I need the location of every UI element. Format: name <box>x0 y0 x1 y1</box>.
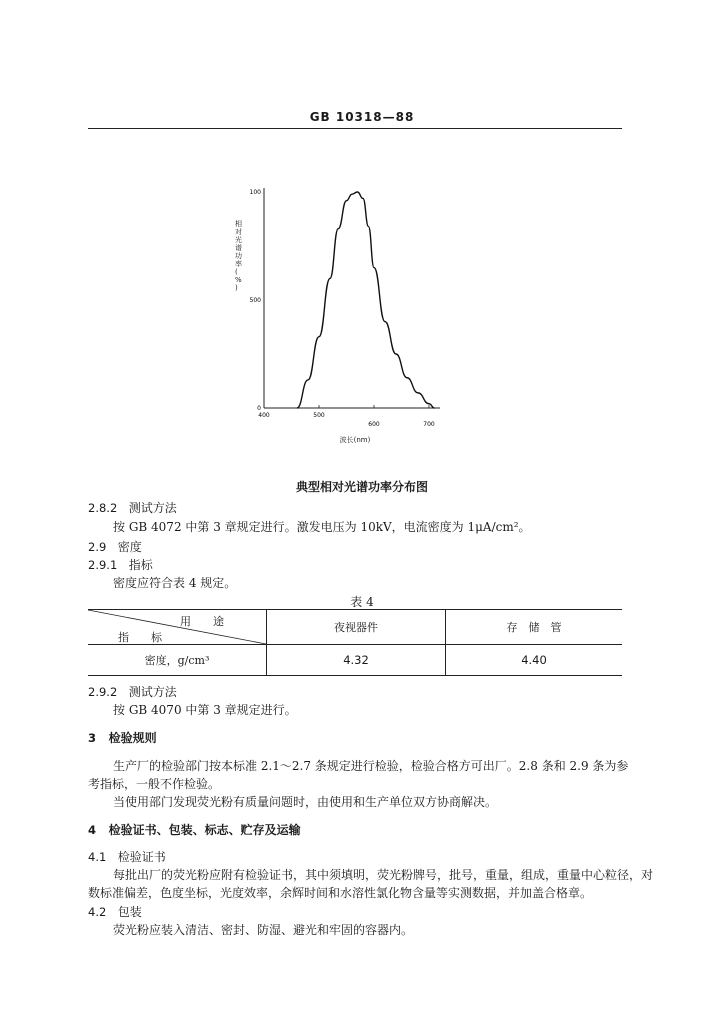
column-header: 夜视器件 <box>267 610 446 645</box>
section-number: 4 <box>88 823 97 837</box>
header-rule <box>88 128 622 129</box>
x-tick-label: 600 <box>368 421 380 428</box>
section-3-paragraph-1: 生产厂的检验部门按本标准 2.1～2.7 条规定进行检验，检验合格方可出厂。2.8 条和 2.9 条为参 <box>113 759 629 773</box>
table-4-title: 表 4 <box>350 595 374 609</box>
section-title: 检验证书、包装、标志、贮存及运输 <box>108 823 301 837</box>
y-tick-label: 0 <box>257 405 261 412</box>
table-header-row <box>88 610 622 645</box>
section-number: 2.8.2 <box>88 501 118 515</box>
section-3-paragraph-1-cont: 考指标，一般不作检验。 <box>88 777 221 791</box>
section-title: 检验规则 <box>108 731 157 745</box>
table-cell: 4.32 <box>267 645 446 676</box>
section-4-2-body: 荧光粉应装入清洁、密封、防湿、避光和牢固的容器内。 <box>113 923 414 937</box>
corner-bottom-label: 指 标 <box>118 631 162 644</box>
section-4-1-paragraph: 每批出厂的荧光粉应附有检验证书，其中须填明，荧光粉牌号，批号，重量，组成，重量中心粒径，对 <box>113 868 654 882</box>
section-number: 4.2 <box>88 905 107 919</box>
corner-diagonal <box>88 610 266 644</box>
table-row <box>88 645 622 676</box>
x-tick-label: 400 <box>258 412 270 419</box>
section-2-9-1-body: 密度应符合表 4 规定。 <box>113 576 237 590</box>
section-2-9-2-body: 按 GB 4070 中第 3 章规定进行。 <box>113 703 297 717</box>
section-4-heading <box>88 821 301 838</box>
table-corner-cell <box>88 610 267 645</box>
section-title: 测试方法 <box>128 685 177 699</box>
section-4-2-heading <box>88 903 142 920</box>
section-number: 4.1 <box>88 850 107 864</box>
section-3-heading <box>88 729 157 746</box>
x-axis-label: 波长(nm) <box>339 436 371 444</box>
section-2-8-2-heading <box>88 499 177 516</box>
section-title: 测试方法 <box>128 501 177 515</box>
section-number: 2.9.1 <box>88 558 118 572</box>
section-title: 指标 <box>128 558 153 572</box>
row-label: 密度，g/cm³ <box>88 645 267 676</box>
column-header: 存 储 管 <box>446 610 623 645</box>
y-tick-label: 100 <box>249 189 261 196</box>
y-tick-label: 500 <box>249 297 261 304</box>
table-cell: 4.40 <box>446 645 623 676</box>
section-title: 检验证书 <box>117 850 166 864</box>
table-4 <box>88 609 622 676</box>
y-axis-label: 相对光谱功率( % ) <box>235 220 242 292</box>
section-number: 2.9 <box>88 540 107 554</box>
section-4-1-paragraph-cont: 数标准偏差，色度坐标，光度效率，余辉时间和水溶性氯化物含量等实测数据，并加盖合格章。 <box>88 886 593 900</box>
standard-header: GB 10318—88 <box>309 110 415 124</box>
section-3-paragraph-2: 当使用部门发现荧光粉有质量问题时，由使用和生产单位双方协商解决。 <box>113 795 498 809</box>
section-2-9-1-heading <box>88 556 153 573</box>
section-number: 2.9.2 <box>88 685 118 699</box>
x-tick-label: 500 <box>313 412 325 419</box>
corner-top-label: 用 途 <box>180 615 224 628</box>
section-2-8-2-body: 按 GB 4072 中第 3 章规定进行。激发电压为 10kV，电流密度为 1μA/cm²。 <box>113 520 531 534</box>
spectral-power-chart <box>215 180 455 450</box>
section-2-9-heading <box>88 538 142 555</box>
section-title: 包装 <box>117 905 142 919</box>
section-4-1-heading <box>88 848 166 865</box>
section-number: 3 <box>88 731 97 745</box>
section-title: 密度 <box>117 540 142 554</box>
section-2-9-2-heading <box>88 683 177 700</box>
x-tick-label: 700 <box>423 421 435 428</box>
spectral-curve <box>297 192 435 408</box>
figure-caption: 典型相对光谱功率分布图 <box>295 480 428 494</box>
